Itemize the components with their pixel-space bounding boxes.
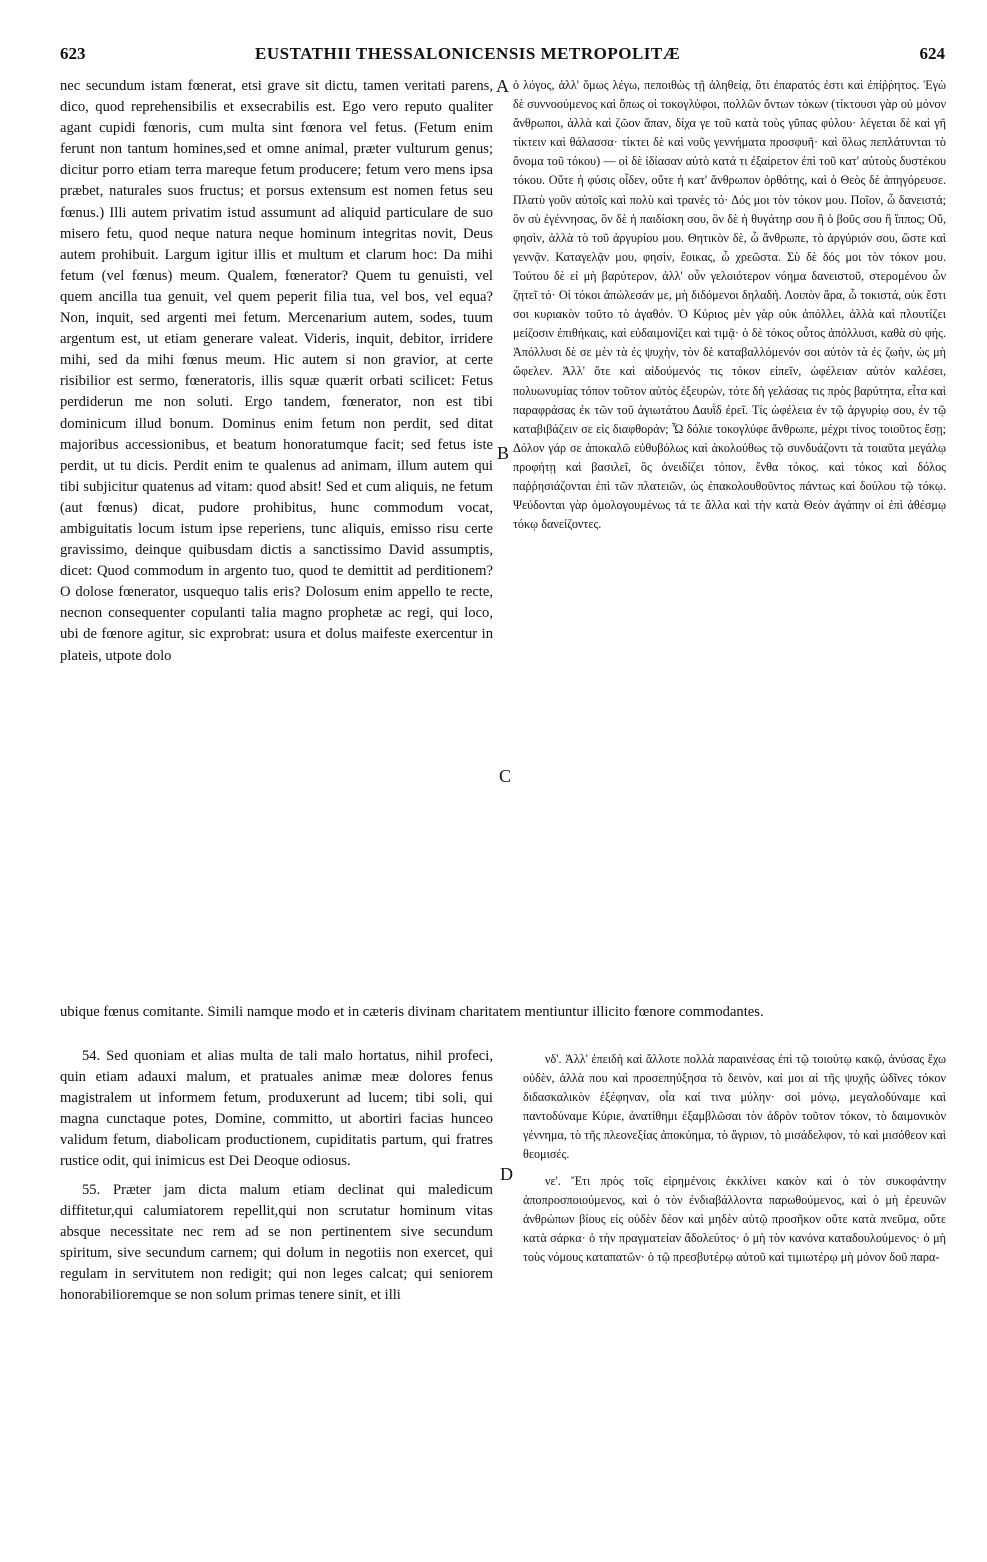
greek-column-bottom bbox=[523, 1050, 946, 1520]
greek-column-top bbox=[513, 76, 946, 998]
page-number-left: 623 bbox=[60, 44, 86, 63]
greek-paragraph: ὁ λόγος, ἀλλ' ὅμως λέγω, πεποιθὼς τῇ ἀληθείᾳ, ὅτι ἐπαρατός ἐστι καὶ ἐπίῤῥητος. Ἐγὼ δὲ συννοούμενος καὶ ὅπως οἱ τοκογλύφοι, πολλῶν ὄντων τόκων (τίκτουσι γὰρ οὐ μόνον ἄνθρωποι, ἀλλὰ καὶ ζῶον ἅπαν, δίχα γε τοῦ κατὰ τοὺς γῦπας φύλου· λέγεται δὲ καὶ γῆ τίκτειν καὶ θάλασσα· τίκτει δὲ καὶ νοῦς γεννήματα προσφυῆ· καὶ ὅλως πεπλάτυνται τὸ ὄνομα τοῦ τόκου) — οἱ δὲ ἰδίασαν αὐτὸ κατά τι ἐξαίρετον ἐπὶ τοῦ κατ' αὐτοὺς δυστέκου τόκου. Οὔτε ἡ φύσις οἶδεν, οὔτε ἡ κατ' ἄνθρωπον ὀρθότης, καὶ ὁ Θεὸς δὲ ἀπηγόρευσε. Πλατὺ γοῦν αὐτοῖς καὶ πολὺ καὶ τρανὲς τό· Δός μοι τὸν τόκον μου. Ποῖον, ὦ δανειστά; ὃν σὺ ἐγέννησας, ὃν δὲ ἡ παιδίσκη σου, ὃν δὲ ἡ θυγάτηρ σου ἢ ὁ βοῦς σου ἢ ἵππος; Οὔ, φησὶν, ἀλλὰ τὸ τοῦ ἀργυρίου μου. Θητικὸν δὲ, ὦ ἄνθρωπε, τὸ ἀργύριόν σου, ὥστε καὶ γεννᾷν. Καταγελᾷν μου, φησὶν, ἔοικας, ὦ χρεῶστα. Σὺ δὲ δός μοι τὸν τόκον μου. Τούτου δὲ εἰ μὴ βαρύτερον, ἀλλ' οὖν γελοιότερον νόημα δανειστοῦ, στερομένου ὧν ζητεῖ τό· Οἱ τόκοι ἀπώλεσάν με, μὴ διδόμενοι δηλαδή. Λοιπὸν ἄρα, ὦ τοκιστά, οὐκ ἔστι σοι κυριακὸν τοῦτο τὸ ἀγαθόν. Ὁ Κύριος μὲν γὰρ οὐκ ἀπόλλει, ἀλλὰ καὶ πλουτίζει μείζοσιν ἐπιθήκαις, καὶ εὐδαιμονίζει καὶ τιμᾷ· ὁ δὲ τόκος οὗτος ἀπόλλυσι, καθὰ σὺ φής. Ἀπόλλυσι δὲ σε μὲν τὰ ἐς ψυχὴν, τὸν δὲ καταβαλλόμενόν σοι αὐτὸν τὰ ἐς ζωὴν, ὡς μὴ ὤφελεν. Ἀλλ' ὅτε καὶ αἰδούμενός τις τόκον εἰπεῖν, ὠφέλειαν αὐτὸν καλέσει, πολυωνυμίας τόπον τοῦτον αὐτὸς ἐξευρὼν, τότε δὴ γελάσας τις πρὸς βαρύτητα, εἶτα καὶ παραφράσας ἐκ τῶν τοῦ ἁγιωτάτου Δαυῒδ ἐρεῖ. Τίς ὠφέλεια ἐν τῷ ἀργυρίῳ σου, ἐν τῷ καταβιβάζειν σε εἰς διαφθοράν; Ὦ δόλιε τοκογλύφε ἄνθρωπε, μέχρι τίνος τοιοῦτος ἔσῃ; Δόλον γάρ σε ἀποκαλῶ εὐθυβόλως καὶ ἀκολούθως τῷ συνδυάζοντι τὰ τοιαῦτα μεγάλῳ προφήτῃ καὶ βασιλεῖ, ὃς ὀνειδίζει τόπον, ἔνθα τόκος. καὶ τόκος καὶ δόλος παῤῥησιάζονται ἐπὶ τῶν πλατειῶν, ὡς ἐπακολουθοῦντος πάντως καὶ δούλου τῷ τόκῳ. Ψεύδονται γὰρ ὁμολογουμένως τά τε ἄλλα καὶ τὴν κατὰ Θεὸν ἀγάπην οἱ ἐπὶ ἀθέσμῳ τόκῳ δανείζοντες. bbox=[513, 78, 946, 532]
spanning-text-line bbox=[60, 1002, 946, 1044]
margin-marker-b: B bbox=[497, 443, 510, 463]
spanning-paragraph: ubique fœnus comitante. Simili namque modo et in cæteris divinam charitatem mentiuntur illicito fœnore commodantes. bbox=[60, 1004, 764, 1020]
running-title: EUSTATHII THESSALONICENSIS METROPOLITÆ bbox=[255, 44, 681, 63]
page-header bbox=[60, 44, 945, 66]
latin-paragraph-55: 55. Præter jam dicta malum etiam declinat qui maledicum diffitetur,qui calumiatorem repellit,qui non scrutatur hominum vitas absque necessitate nec rem ad se non pertinentem sive secundum spiritum, sive secundum carnem; qui dolum in negotiis non exercet, qui regulam in servitutem non redigit; qui non leges calcat; qui seniorem honorabilioremque se non solum primas tenere sinit, et illi bbox=[60, 1181, 493, 1304]
latin-paragraph: nec secundum istam fœnerat, etsi grave sit dictu, tamen veritati parens, dico, quod reprehensibilis et exsecrabilis est. Ego vero reputo qualiter agant cupidi fœnoris, cum multa sint fœnora vel fetus. (Fetum enim ferunt non tantum homines,sed et omne animal, præter vulturum genus; dicitur porro etiam terra mareque fetum producere; fetum vero mens ipsa præbet, naturales suos fructus; et porsus extensum est nomen fetus seu fœnus.) Illi autem privatim istud assumunt ad aliquid particulare de suo misero fetu, quod neque natura neque hominum integritas novit, Deus autem prohibuit. Largum igitur illis et multum et clarum hoc: Da mihi fetum (vel fœnus) meum. Qualem, fœnerator? Quem tu genuisti, vel quem ancilla tua genuit, vel quem peperit filia tua, vel bos, vel equa? Non, inquit, sed argenti mei fetum. Mercenarium autem, sodes, tuum argentum est, ut etiam generare valeat. Videris, inquit, debitor, irridere mihi, sed da mihi fœnus meum. Hic autem si non gravior, at certe risibilior est sermo, fœneratoris, illis squæ quærit orbati scilicet: Fetus perdiderun me non soluti. Ergo tandem, fœnerator, non est tibi dominicum illud bonum. Dominus enim fetum non perdit, sed ditat majoribus accessionibus, et beatum honoratumque facit; sed fetus iste perdit, ut tu dicis. Perdit enim te qualenus ad animam, illum autem qui tibi subjicitur quatenus ad vitam: quod absit! Sed et cum aliquis, ne fetum (aut fœnus) dicat, pudore prohibitus, hunc commodum vocat, ambiguitatis locum istum ipse reperiens, tunc aliquis, emisso risu certe gravissimo, deinque quibusdam dictis a sanctissimo David assumptis, dicet: Quod commodum in argento tuo, quod te demittit ad perditionem? O dolose fœnerator, usquequo talis eris? Dolosum enim appello te recte, necnon consequenter copulanti talia magno prophetæ ac regi, qui loco, ubi de fœnore agitur, sic exprobrat: usura et dolus maifeste exercentur in plateis, utpote dolo bbox=[60, 78, 493, 664]
margin-marker-a: A bbox=[496, 76, 509, 96]
latin-column-bottom bbox=[60, 1046, 493, 1514]
margin-marker-d: D bbox=[500, 1164, 513, 1184]
margin-marker-c: C bbox=[499, 766, 512, 786]
latin-paragraph-54: 54. Sed quoniam et alias multa de tali malo hortatus, nihil profeci, quin etiam adauxi malum, et pratuales animæ meæ dolores fenus magistralem ut informem fetum, produxerunt ad lucem; tibi soli, qui magna cunctaque potes, Domine, committo, ut abortiri facias hunceo validum fetum, diabolicam productionem, cupiditatis partum, qui fratres rustice odit, qui inimicus est Dei Deoque odiosus. bbox=[60, 1048, 493, 1170]
greek-paragraph-54: νδ'. Ἀλλ' ἐπειδὴ καὶ ἄλλοτε πολλὰ παραινέσας ἐπὶ τῷ τοιούτῳ κακῷ, ἀνύσας ἔχω οὐδὲν, ἀλλὰ που καὶ προσεπηύξησα τὸ δεινὸν, καί μοι αἱ τῆς ψυχῆς ὠδῖνες τόκον διδασκαλικὸν ἐξέφηναν, οἷα καί τινα μύλην· σοὶ μόνῳ, μεγαλοδύναμε καὶ παντοδύναμε Κύριε, ἀνατίθημι ἐξαμβλῶσαι τὸν ἁδρὸν τοῦτον τόκον, τὸ δαιμονικὸν γέννημα, τὸ τῆς πλεονεξίας ἀποκύημα, τὸ ἄγριον, τὸ μισάδελφον, τὸ καὶ μισόθεον καὶ θεομισές. bbox=[523, 1052, 946, 1162]
greek-paragraph-55: νε'. Ἔτι πρὸς τοῖς εἰρημένοις ἐκκλίνει κακὸν καὶ ὁ τὸν συκοφάντην ἀποπροσποιούμενος, καὶ ὁ τὸν ἐνδιαβάλλοντα παρωθούμενος, καὶ ὁ μὴ ἐρευνῶν ἀνθρώπων βίους εἰς οὐδὲν δέον καὶ μηδὲν αὐτῷ προσῆκον οὔτε κατὰ πνεῦμα, οὔτε κατὰ σάρκα· ὁ τὴν πραγματείαν ἄδολεύτος· ὁ μὴ τὸν κανόνα καταδουλούμενος· ὁ μὴ τοὺς νόμους καταπατῶν· ὁ τῷ πρεσβυτέρῳ αὐτοῦ καὶ τιμιωτέρῳ μὴ μόνον δοῦ παρα- bbox=[523, 1173, 946, 1264]
page-number-right: 624 bbox=[919, 44, 945, 63]
latin-column-top bbox=[60, 76, 493, 1022]
